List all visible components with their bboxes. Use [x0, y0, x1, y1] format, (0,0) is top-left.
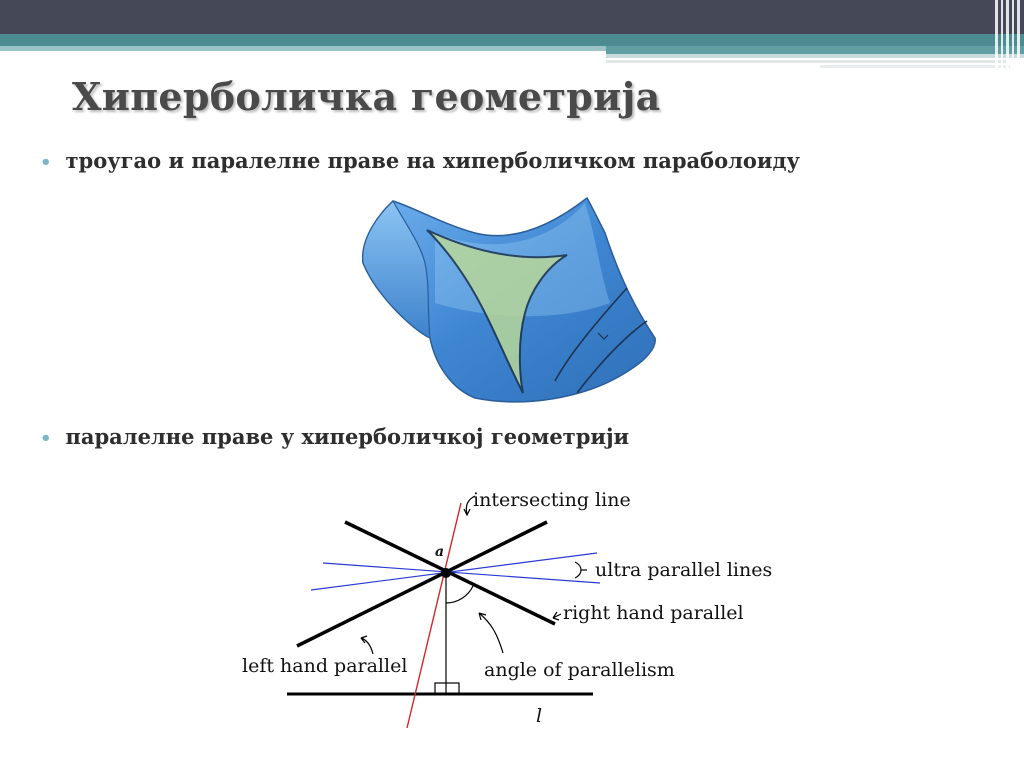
label-intersecting-line: intersecting line — [473, 489, 631, 511]
hyperbolic-paraboloid-image — [355, 193, 665, 408]
label-ultra-parallel: ultra parallel lines — [595, 559, 773, 581]
bullet-text: паралелне праве у хиперболичкој геометрији — [65, 424, 630, 449]
angle-arc — [446, 586, 473, 603]
bullet-item — [40, 424, 629, 449]
left-hand-parallel — [297, 522, 547, 646]
label-line-l: l — [536, 705, 543, 727]
parallel-lines-diagram — [235, 478, 805, 733]
bullet-dot-icon: • — [40, 152, 52, 173]
label-point-a: a — [435, 544, 445, 560]
ultra-parallel-line — [311, 553, 597, 590]
bullet-dot-icon: • — [40, 428, 52, 449]
slide-title: Хиперболичка геометрија — [72, 74, 661, 119]
label-angle: angle of parallelism — [484, 659, 675, 681]
point-a — [441, 568, 451, 578]
arrow-ultra — [575, 562, 581, 578]
arrow-angle — [479, 613, 503, 653]
arrow-right-parallel — [553, 612, 561, 620]
label-left-parallel: left hand parallel — [242, 655, 408, 677]
right-angle-marker — [435, 683, 459, 694]
header-decoration — [0, 0, 1024, 75]
label-right-parallel: right hand parallel — [563, 602, 744, 624]
bullet-item — [40, 148, 800, 173]
bullet-text: троугао и паралелне праве на хиперболичком параболоиду — [65, 148, 800, 173]
